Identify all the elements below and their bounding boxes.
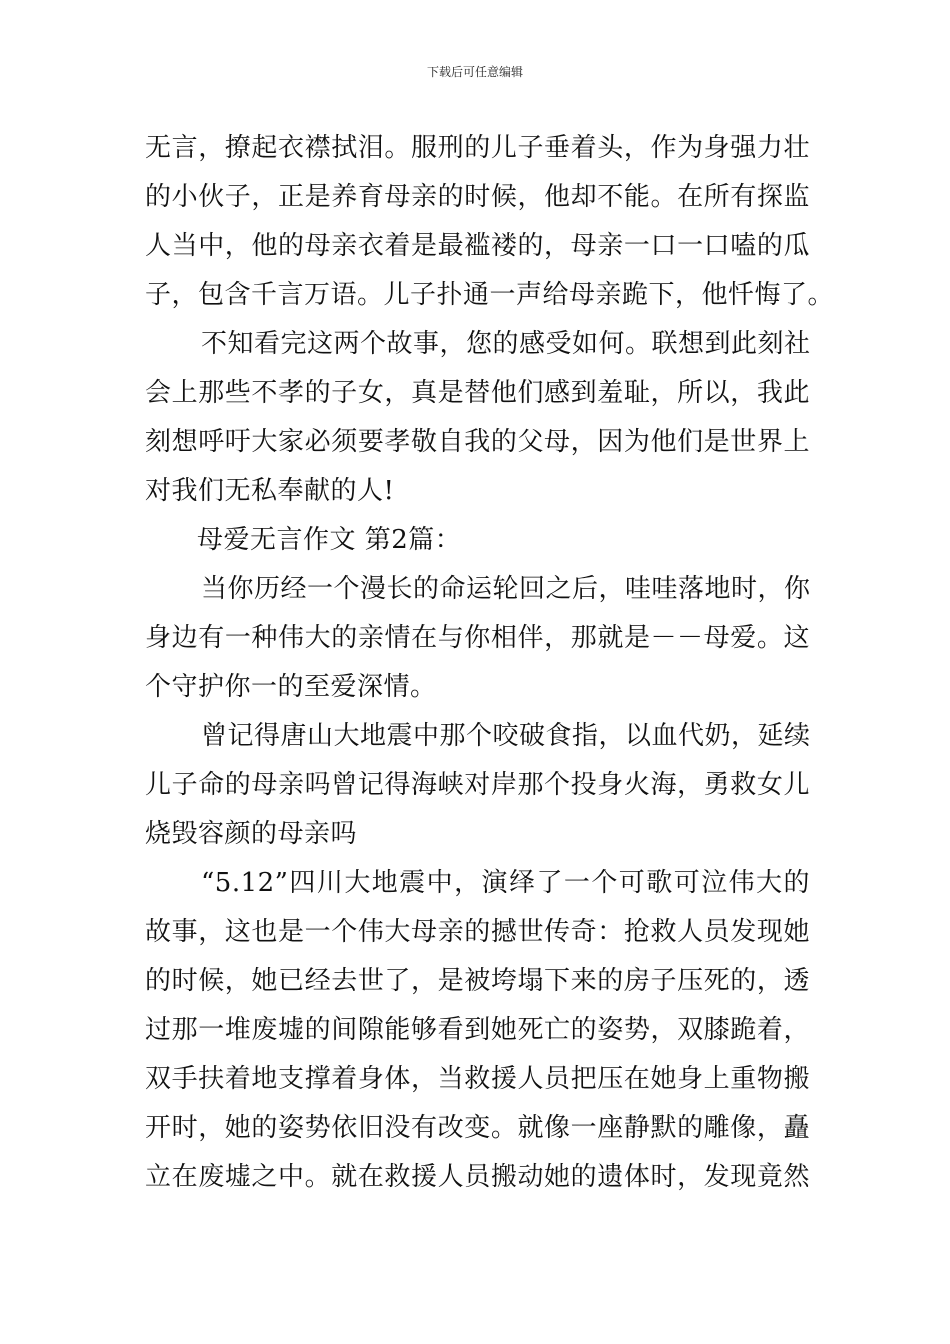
text-line: 双手扶着地支撑着身体，当救援人员把压在她身上重物搬 — [145, 1064, 810, 1094]
text-line: 会上那些不孝的子女，真是替他们感到羞耻，所以，我此 — [145, 378, 810, 408]
text-line: 子，包含千言万语。儿子扑通一声给母亲跪下，他忏悔了。 — [145, 280, 835, 310]
heading-line: 母爱无言作文 第2篇： — [197, 525, 462, 555]
text-line: 烧毁容颜的母亲吗 — [145, 819, 358, 849]
text-line: “5.12”四川大地震中，演绎了一个可歌可泣伟大的 — [201, 868, 810, 898]
section-heading — [145, 516, 810, 565]
text-line: 对我们无私奉献的人! — [145, 476, 395, 506]
text-line: 开时，她的姿势依旧没有改变。就像一座静默的雕像，矗 — [145, 1113, 810, 1143]
text-line: 当你历经一个漫长的命运轮回之后，哇哇落地时，你 — [201, 574, 811, 604]
paragraph — [145, 859, 810, 1202]
text-line: 的时候，她已经去世了，是被垮塌下来的房子压死的，透 — [145, 966, 810, 996]
text-line: 人当中，他的母亲衣着是最褴褛的，母亲一口一口嗑的瓜 — [145, 231, 810, 261]
text-line: 不知看完这两个故事，您的感受如何。联想到此刻社 — [201, 329, 811, 359]
text-line: 个守护你一的至爱深情。 — [145, 672, 437, 702]
page-header: 下载后可任意编辑 — [426, 65, 523, 79]
text-line: 刻想呼吁大家必须要孝敬自我的父母，因为他们是世界上 — [145, 427, 810, 457]
paragraph — [145, 124, 835, 320]
text-line: 儿子命的母亲吗曾记得海峡对岸那个投身火海，勇救女儿 — [145, 770, 810, 800]
text-line: 身边有一种伟大的亲情在与你相伴，那就是－－母爱。这 — [145, 623, 810, 653]
paragraph — [145, 320, 810, 516]
paragraph — [145, 565, 810, 712]
text-line: 无言，撩起衣襟拭泪。服刑的儿子垂着头，作为身强力壮 — [145, 133, 810, 163]
text-line: 故事，这也是一个伟大母亲的撼世传奇：抢救人员发现她 — [145, 917, 810, 947]
text-line: 过那一堆废墟的间隙能够看到她死亡的姿势，双膝跪着， — [145, 1015, 810, 1045]
text-line: 的小伙子，正是养育母亲的时候，他却不能。在所有探监 — [145, 182, 810, 212]
document-body — [145, 124, 835, 1202]
text-line: 立在废墟之中。就在救援人员搬动她的遗体时，发现竟然 — [145, 1162, 810, 1192]
paragraph — [145, 712, 810, 859]
text-line: 曾记得唐山大地震中那个咬破食指，以血代奶，延续 — [201, 721, 811, 751]
